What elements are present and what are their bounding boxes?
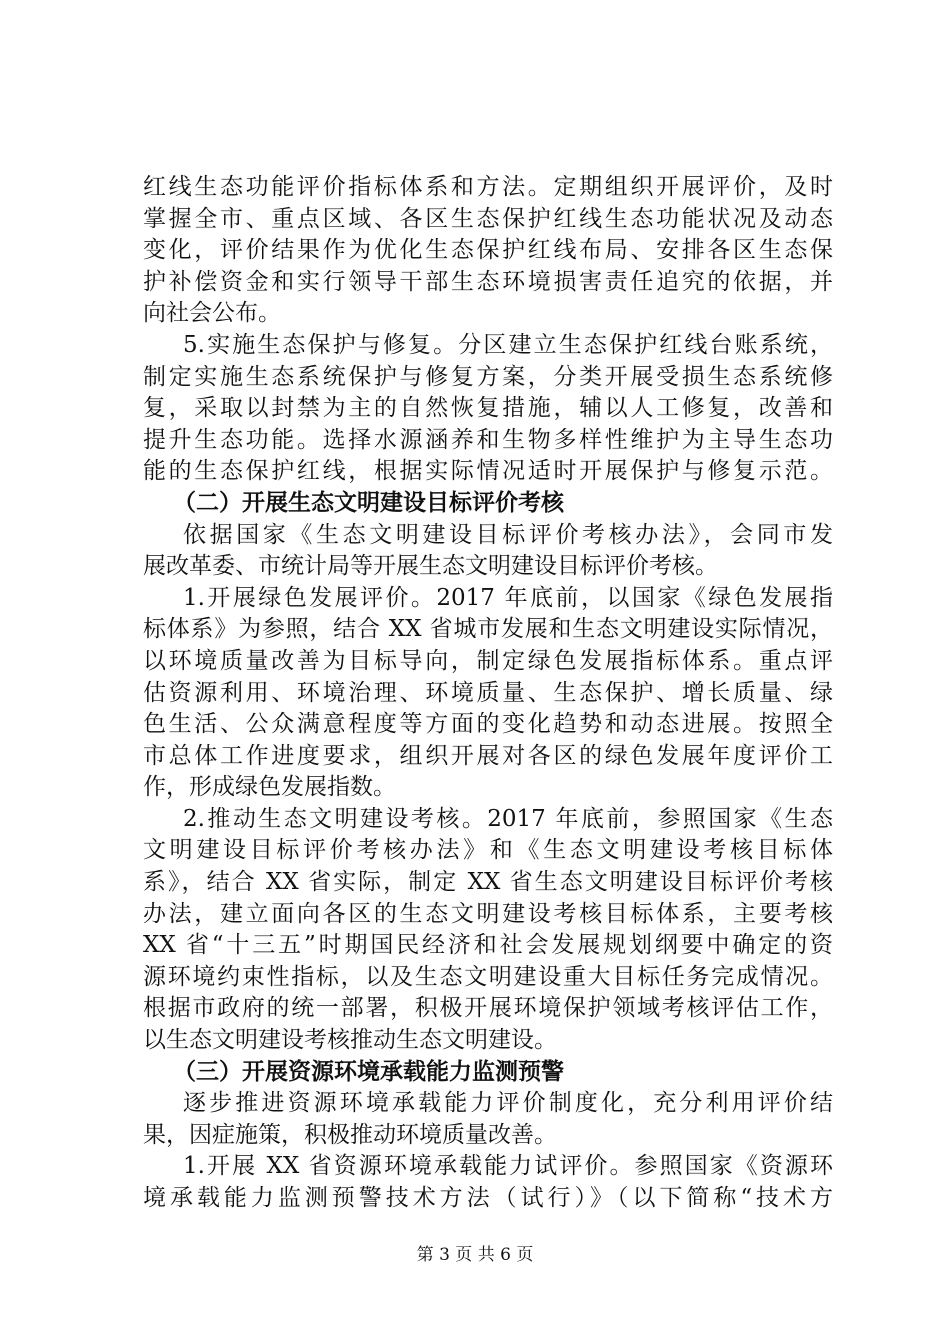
text-line: 掌握全市、重点区域、各区生态保护红线生态功能状况及动态 xyxy=(143,205,833,232)
text-line: 色生活、公众满意程度等方面的变化趋势和动态进展。按照全 xyxy=(143,711,833,738)
text-line: 1.开展绿色发展评价。2017 年底前，以国家《绿色发展指 xyxy=(183,584,833,611)
text-line: 境承载能力监测预警技术方法（试行）》（以下简称“技术方 xyxy=(143,1185,833,1211)
text-line: 变化，评价结果作为优化生态保护红线布局、安排各区生态保 xyxy=(143,237,833,264)
text-line: 2.推动生态文明建设考核。2017 年底前，参照国家《生态 xyxy=(183,805,833,832)
text-line: 标体系》为参照，结合 XX 省城市发展和生态文明建设实际情况， xyxy=(143,616,833,643)
text-line: 提升生态功能。选择水源涵养和生物多样性维护为主导生态功 xyxy=(143,426,833,453)
text-line: 果，因症施策，积极推动环境质量改善。 xyxy=(143,1121,557,1148)
text-line: 复，采取以封禁为主的自然恢复措施，辅以人工修复，改善和 xyxy=(143,395,833,422)
text-line: 5.实施生态保护与修复。分区建立生态保护红线台账系统， xyxy=(183,331,833,358)
text-line: 逐步推进资源环境承载能力评价制度化，充分利用评价结 xyxy=(183,1090,833,1117)
page-footer: 第 3 页 共 6 页 xyxy=(416,1245,534,1265)
text-line: 能的生态保护红线，根据实际情况适时开展保护与修复示范。 xyxy=(143,458,833,485)
text-line: 作，形成绿色发展指数。 xyxy=(143,774,396,801)
text-line: 红线生态功能评价指标体系和方法。定期组织开展评价，及时 xyxy=(143,174,833,200)
document-body xyxy=(143,172,833,1215)
text-line: 依据国家《生态文明建设目标评价考核办法》，会同市发 xyxy=(183,521,833,548)
text-line: 以生态文明建设考核推动生态文明建设。 xyxy=(143,1027,557,1054)
section-heading: （二）开展生态文明建设目标评价考核 xyxy=(173,489,564,516)
text-line: 根据市政府的统一部署，积极开展环境保护领域考核评估工作， xyxy=(143,995,833,1022)
text-line: 文明建设目标评价考核办法》和《生态文明建设考核目标体 xyxy=(143,837,833,864)
text-line: 估资源利用、环境治理、环境质量、生态保护、增长质量、绿 xyxy=(143,679,833,706)
text-line: 市总体工作进度要求，组织开展对各区的绿色发展年度评价工 xyxy=(143,742,833,769)
text-line: 制定实施生态系统保护与修复方案，分类开展受损生态系统修 xyxy=(143,363,833,390)
text-line: 护补偿资金和实行领导干部生态环境损害责任追究的依据，并 xyxy=(143,268,833,295)
text-line: 展改革委、市统计局等开展生态文明建设目标评价考核。 xyxy=(143,553,718,580)
text-line: 系》，结合 XX 省实际，制定 XX 省生态文明建设目标评价考核 xyxy=(143,869,833,896)
text-line: 以环境质量改善为目标导向，制定绿色发展指标体系。重点评 xyxy=(143,647,833,674)
text-line: 办法，建立面向各区的生态文明建设考核目标体系，主要考核 xyxy=(143,900,833,927)
text-line: XX 省“十三五”时期国民经济和社会发展规划纲要中确定的资 xyxy=(143,932,833,959)
text-line: 向社会公布。 xyxy=(143,300,281,327)
section-heading: （三）开展资源环境承载能力监测预警 xyxy=(173,1058,564,1085)
text-line: 1.开展 XX 省资源环境承载能力试评价。参照国家《资源环 xyxy=(183,1153,833,1180)
text-line: 源环境约束性指标，以及生态文明建设重大目标任务完成情况。 xyxy=(143,963,833,990)
